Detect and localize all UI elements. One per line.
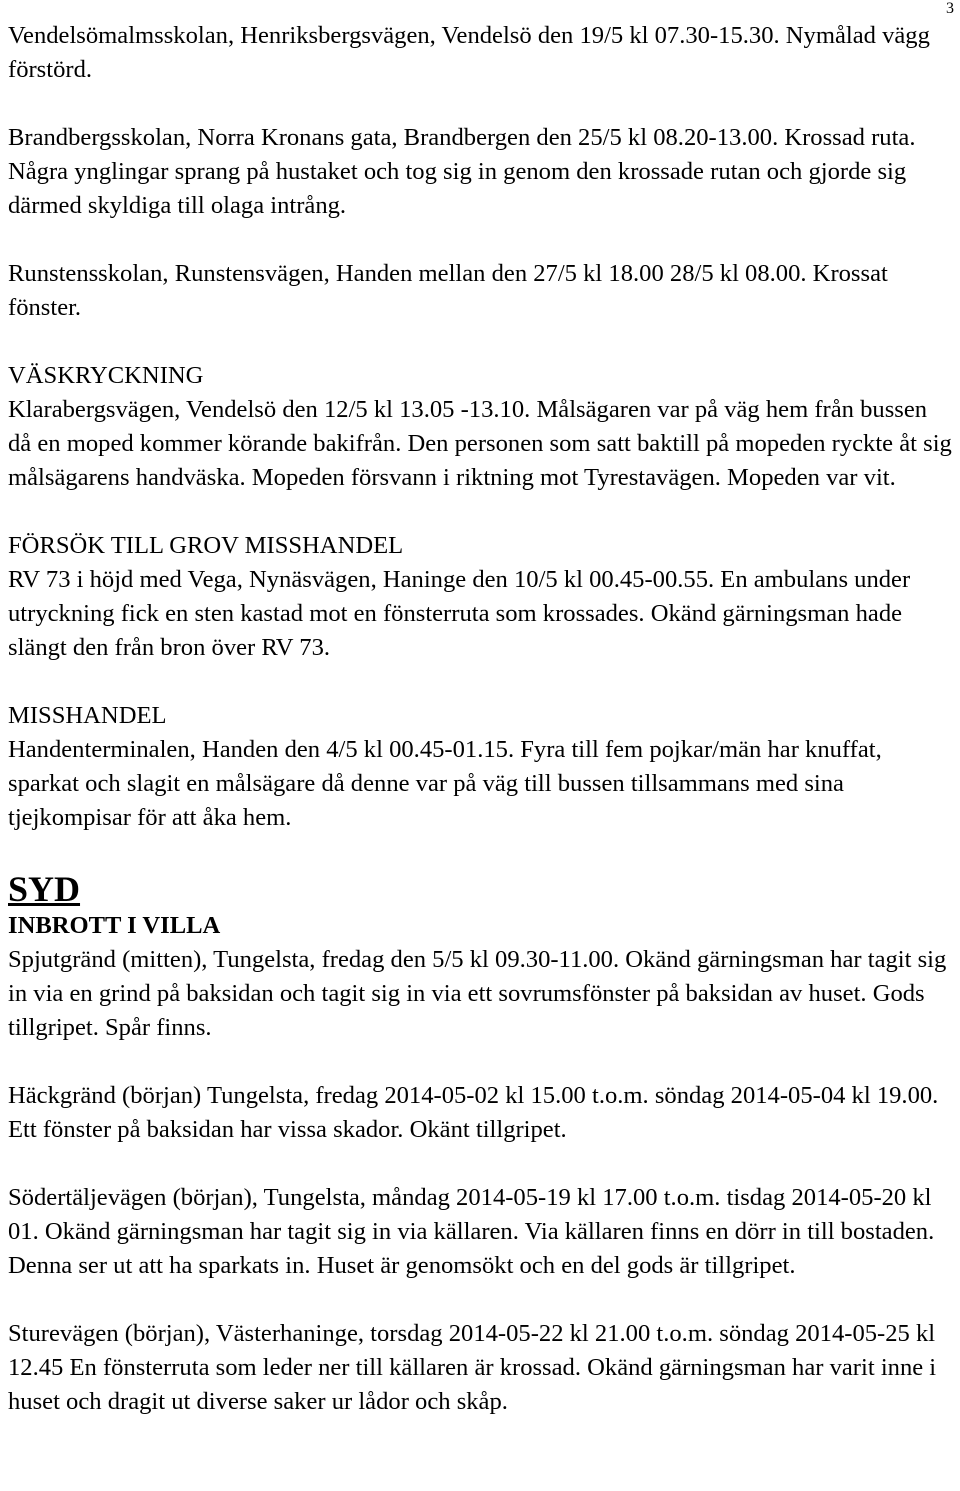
report-paragraph: Sturevägen (början), Västerhaninge, torsdag 2014-05-22 kl 21.00 t.o.m. söndag 2014-05-25 kl 12.45 En fönsterruta som leder ner till källaren är krossad. Okänd gärningsman har varit inne i huset och dragit ut diverse saker ur lådor och skåp. <box>8 1320 937 1415</box>
section-misshandel <box>8 699 956 835</box>
section-vaskryckning <box>8 359 956 495</box>
report-paragraph: Brandbergsskolan, Norra Kronans gata, Brandbergen den 25/5 kl 08.20-13.00. Krossad ruta. Några ynglingar sprang på hustaket och tog sig in genom den krossade rutan och gjorde sig därmed skyldiga till olaga intrång. <box>8 124 916 219</box>
section-title: VÄSKRYCKNING <box>8 362 204 389</box>
page-number: 3 <box>946 0 954 17</box>
document-body <box>8 19 956 1419</box>
section-forsok-grov-misshandel <box>8 529 956 665</box>
section-title: FÖRSÖK TILL GROV MISSHANDEL <box>8 532 404 559</box>
region-sub-heading: INBROTT I VILLA <box>8 912 221 939</box>
report-paragraph: Runstensskolan, Runstensvägen, Handen mellan den 27/5 kl 18.00 28/5 kl 08.00. Krossat fönster. <box>8 260 888 321</box>
report-paragraph: Vendelsömalmsskolan, Henriksbergsvägen, Vendelsö den 19/5 kl 07.30-15.30. Nymålad vägg förstörd. <box>8 22 930 83</box>
region-heading: SYD <box>8 869 81 909</box>
report-paragraph: Häckgränd (början) Tungelsta, fredag 2014-05-02 kl 15.00 t.o.m. söndag 2014-05-04 kl 19.00. Ett fönster på baksidan har vissa skador. Okänt tillgripet. <box>8 1082 939 1143</box>
section-text: Klarabergsvägen, Vendelsö den 12/5 kl 13.05 -13.10. Målsägaren var på väg hem från bussen då en moped kommer körande bakifrån. Den personen som satt baktill på mopeden ryckte åt sig målsägarens handväska. Mopeden försvann i riktning mot Tyrestavägen. Mopeden var vit. <box>8 396 952 491</box>
section-text: RV 73 i höjd med Vega, Nynäsvägen, Haninge den 10/5 kl 00.45-00.55. En ambulans under utryckning fick en sten kastad mot en fönsterruta som krossades. Okänd gärningsman hade slängt den från bron över RV 73. <box>8 566 911 661</box>
section-text: Handenterminalen, Handen den 4/5 kl 00.45-01.15. Fyra till fem pojkar/män har knuffat, sparkat och slagit en målsägare då denne var på väg till bussen tillsammans med sina tjejkompisar för att åka hem. <box>8 736 882 831</box>
section-title: MISSHANDEL <box>8 702 167 729</box>
report-paragraph: Södertäljevägen (början), Tungelsta, måndag 2014-05-19 kl 17.00 t.o.m. tisdag 2014-05-20 kl 01. Okänd gärningsman har tagit sig in via källaren. Via källaren finns en dörr in till bostaden. Denna ser ut att ha sparkats in. Huset är genomsökt och en del gods är tillgripet. <box>8 1184 935 1279</box>
report-paragraph: Spjutgränd (mitten), Tungelsta, fredag den 5/5 kl 09.30-11.00. Okänd gärningsman har tagit sig in via en grind på baksidan och tagit sig in via ett sovrumsfönster på baksidan av huset. Gods tillgripet. Spår finns. <box>8 946 947 1041</box>
